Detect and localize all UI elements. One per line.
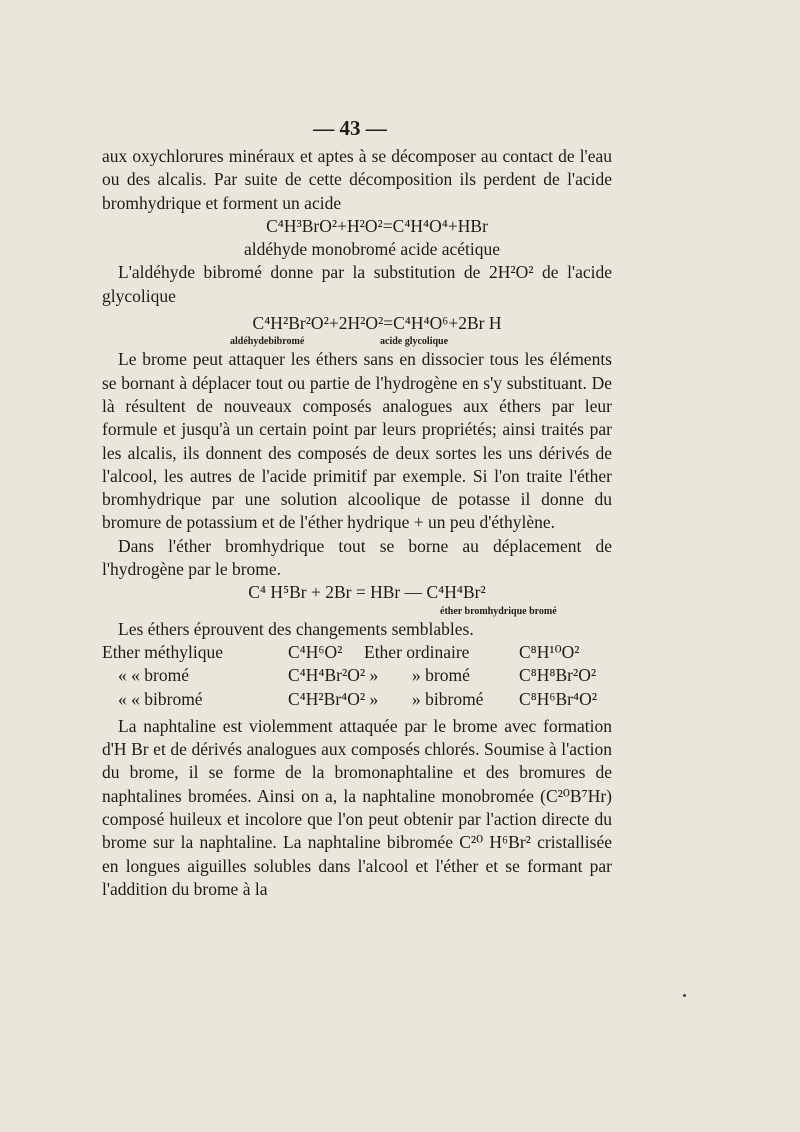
table-cell: C⁸H⁶Br⁴O² (519, 688, 597, 709)
table-cell: « « bromé (118, 665, 189, 686)
paragraph-4: Dans l'éther bromhydrique tout se borne au déplacement de l'hydrogène par le brome. (102, 535, 612, 580)
equation-1: C⁴H³BrO²+H²O²=C⁴H⁴O⁴+HBr (266, 215, 488, 236)
table-cell: » bibromé (412, 688, 484, 709)
table-cell: C⁸H⁸Br²O² (519, 665, 597, 686)
equation-2-label-left: aldéhydebibromé (230, 336, 305, 348)
equation-3-label: éther bromhydrique bromé (440, 605, 557, 617)
table-cell: Ether ordinaire (364, 641, 470, 662)
equation-2-label-right: acide glycolique (380, 336, 449, 348)
table-cell: C⁸H¹⁰O² (519, 641, 580, 662)
equation-3: C⁴ H⁵Br + 2Br = HBr — C⁴H⁴Br² (248, 582, 486, 603)
paragraph-3: Le brome peut attaquer les éthers sans en dissocier tous les éléments se bornant à déplacer tout ou partie de l'hydrogène en s'y substituant. De là résultent de nouveaux composés analogues aux éthers par leur formule et jusqu'à un certain point par leurs propriétés; ainsi traités par les alcalis, ils donnent des composés de deux sortes les uns dérivés de l'alcool, les autres de l'acide primitif par exemple. Si l'on traite l'éther bromhydrique par une solution alcoolique de potasse il donne du bromure de potassium et de l'éther hydrique + un peu d'éthylène. (102, 349, 612, 533)
table-cell: » bromé (412, 665, 470, 686)
table-row (102, 641, 612, 664)
table-cell: « « bibromé (118, 688, 203, 709)
equation-2-labels (102, 335, 612, 348)
page-number: — 43 — (313, 116, 387, 140)
paragraph-1: aux oxychlorures minéraux et aptes à se décomposer au contact de l'eau ou des alcalis. Par suite de cette décomposition ils perdent de l'acide bromhydrique et forment un acide (102, 146, 612, 213)
paper-speck (683, 994, 686, 997)
table-cell: C⁴H⁴Br²O² » (288, 665, 379, 686)
table-cell: Ether méthylique (102, 641, 224, 662)
paragraph-6: La naphtaline est violemment attaquée par le brome avec formation d'H Br et de dérivés analogues aux composés chlorés. Soumise à l'action du brome, il se forme de la bromonaphtaline et des bromures de naphtalines bromées. Ainsi on a, la naphtaline monobromée (C²⁰B⁷Hr) composé huileux et incolore que l'on peut obtenir par l'action directe du brome sur la naphtaline. La naphtaline bibromée C²⁰ H⁶Br² cristallisée en longues aiguilles solubles dans l'alcool et l'éther et se formant par l'addition du brome à la (102, 715, 612, 899)
table-row (102, 688, 612, 711)
paragraph-2: L'aldéhyde bibromé donne par la substitution de 2H²O² de l'acide glycolique (102, 262, 612, 306)
table-row (102, 664, 612, 687)
paragraph-5: Les éthers éprouvent des changements semblables. (118, 618, 474, 639)
equation-1-labels: aldéhyde monobromé acide acétique (243, 239, 501, 260)
page-body (102, 145, 612, 901)
table-cell: C⁴H⁶O² (288, 641, 343, 662)
equation-2: C⁴H²Br²O²+2H²O²=C⁴H⁴O⁶+2Br H (252, 313, 502, 334)
table-cell: C⁴H²Br⁴O² » (288, 688, 379, 709)
ether-table (102, 641, 612, 711)
